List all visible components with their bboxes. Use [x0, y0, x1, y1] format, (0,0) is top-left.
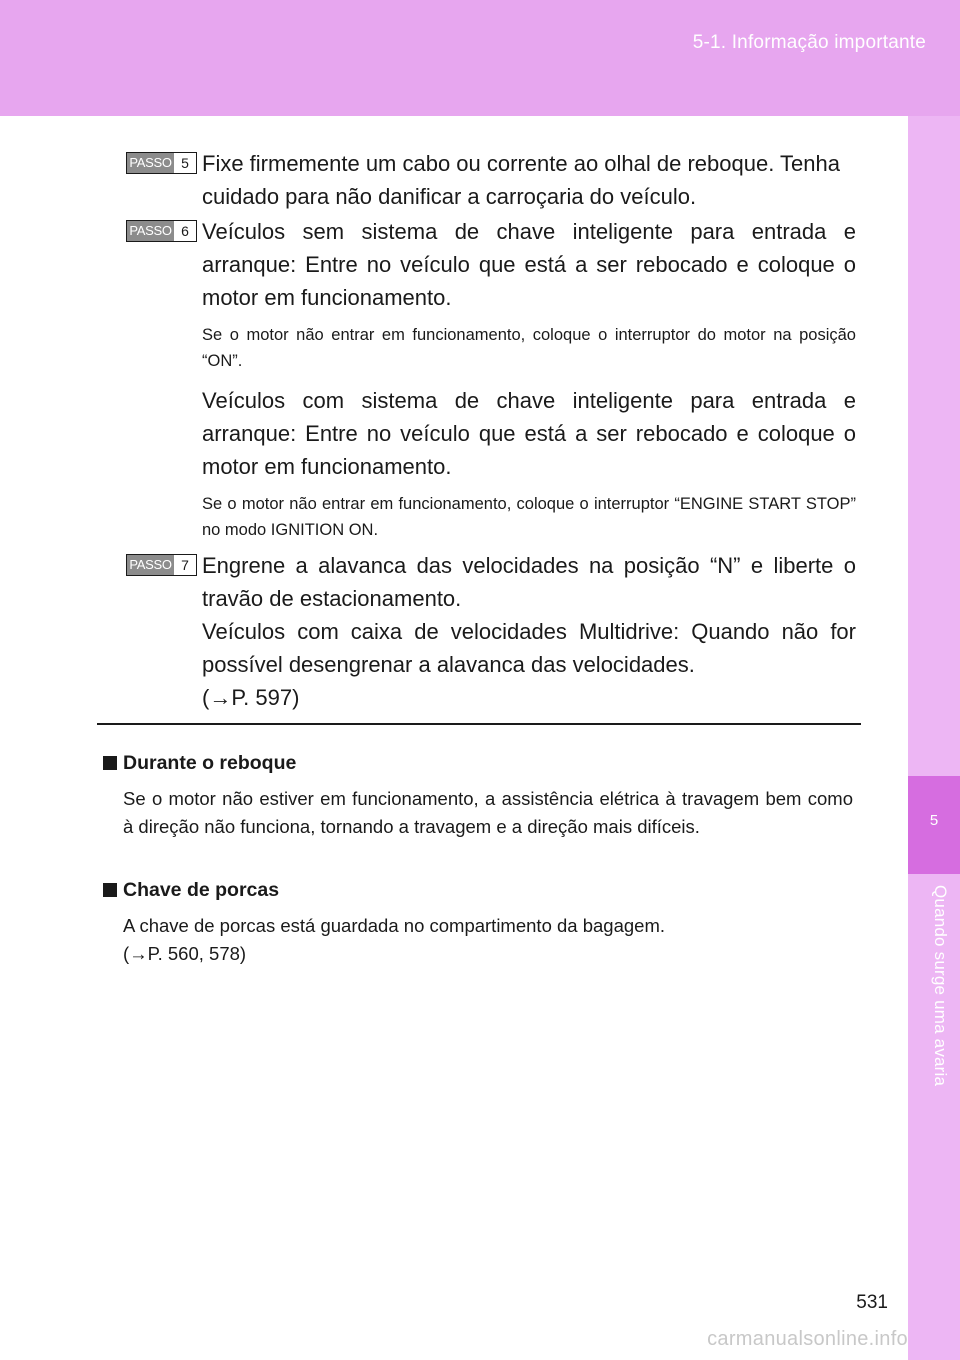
step-badge [126, 554, 197, 576]
square-bullet-icon [103, 883, 117, 897]
step-badge [126, 220, 197, 242]
step-badge-word: PASSO [127, 153, 174, 173]
watermark: carmanualsonline.info [707, 1328, 908, 1350]
step-badge-number: 5 [181, 155, 189, 171]
page-number: 531 [856, 1292, 888, 1313]
step-text: Fixe firmemente um cabo ou corrente ao olhal de reboque. Tenha cuidado para não danificar a carroçaria do veículo. [202, 151, 840, 209]
page-reference: (→P. 597) [202, 685, 300, 710]
note-chave-de-porcas [103, 876, 853, 968]
square-bullet-icon [103, 756, 117, 770]
step-text: Veículos sem sistema de chave inteligente para entrada e arranque: Entre no veículo que está a ser rebocado e coloque o motor em funcionamento. [202, 219, 856, 310]
step-badge-number: 6 [181, 223, 189, 239]
page-reference: (→P. 560, 578) [123, 943, 247, 964]
chapter-title: Quando surge uma avaria [931, 885, 950, 1087]
step-badge [126, 152, 197, 174]
step-text: Veículos com caixa de velocidades Multidrive: Quando não for possível desengrenar a alavanca das velocidades. [202, 619, 856, 677]
note-text: Se o motor não estiver em funcionamento, a assistência elétrica à travagem bem como à direção não funciona, tornando a travagem e a direção mais difíceis. [123, 788, 853, 837]
step-badge-number: 7 [181, 557, 189, 573]
header-band [0, 0, 960, 116]
section-title: 5-1. Informação importante [692, 32, 926, 53]
section-divider [97, 723, 861, 725]
note-text: A chave de porcas está guardada no compartimento da bagagem. [123, 915, 665, 936]
step-note: Se o motor não entrar em funcionamento, coloque o interruptor do motor na posição “ON”. [202, 326, 856, 370]
step-text: Engrene a alavanca das velocidades na posição “N” e liberte o travão de estacionamento. [202, 553, 856, 611]
step-7 [126, 549, 856, 714]
note-title: Chave de porcas [123, 879, 280, 901]
note-title: Durante o reboque [123, 752, 297, 774]
step-text: Veículos com sistema de chave inteligente para entrada e arranque: Entre no veículo que está a ser rebocado e coloque o motor em funcionamento. [202, 388, 856, 479]
note-durante-o-reboque [103, 749, 853, 841]
step-badge-word: PASSO [127, 221, 174, 241]
chapter-side-tab [908, 116, 960, 1360]
step-badge-word: PASSO [127, 555, 174, 575]
chapter-number: 5 [929, 812, 939, 829]
step-5 [126, 147, 856, 213]
step-note: Se o motor não entrar em funcionamento, coloque o interruptor “ENGINE START STOP” no modo IGNITION ON. [202, 495, 856, 539]
step-6 [126, 215, 856, 553]
